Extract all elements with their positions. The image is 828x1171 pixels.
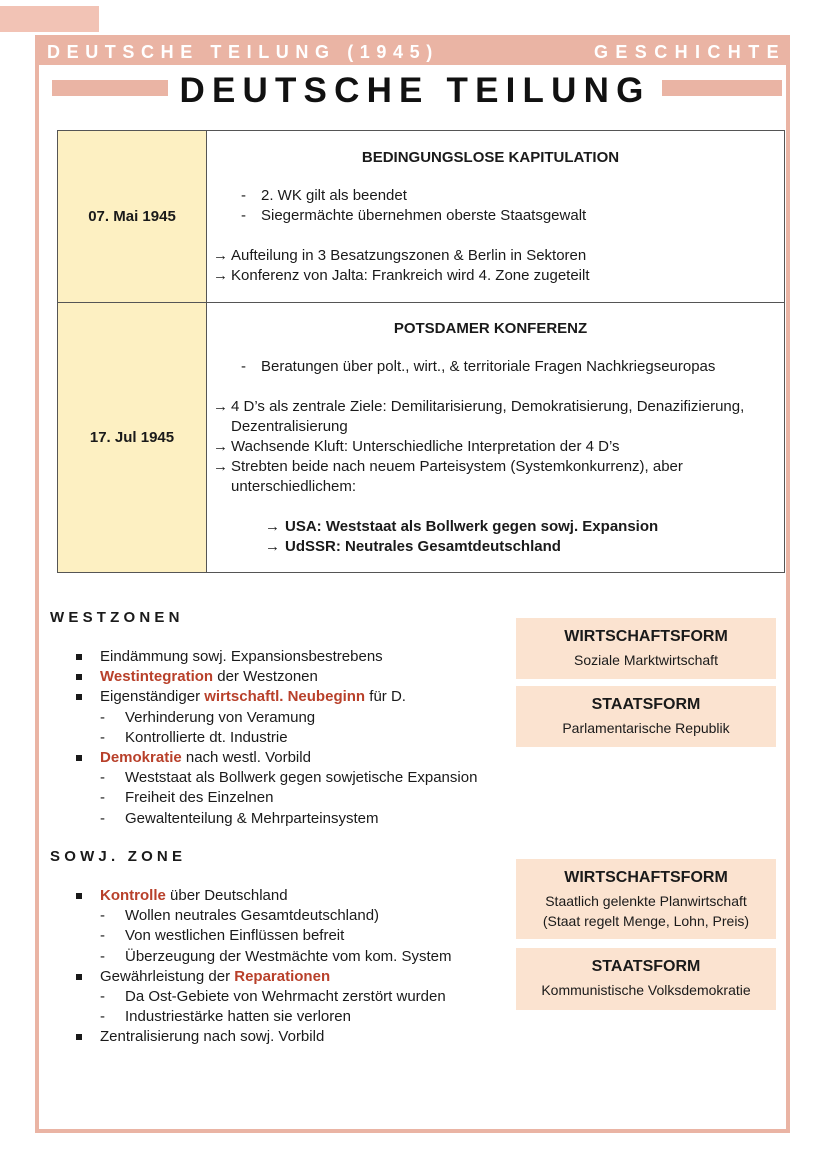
- box-title: WIRTSCHAFTSFORM: [564, 869, 728, 886]
- list-item: - Freiheit des Einzelnen: [74, 788, 477, 808]
- content-cell: [207, 131, 785, 303]
- list-item: - Industriestärke hatten sie verloren: [74, 1007, 452, 1027]
- box-text: Staatlich gelenkte Planwirtschaft: [545, 893, 747, 909]
- list-item: Gewährleistung der Reparationen: [74, 967, 452, 987]
- list-item: → 4 D’s als zentrale Ziele: Demilitarisierung, Demokratisierung, Denazifizierung, Dezentralisierung: [213, 397, 768, 437]
- event-consequences: [213, 246, 768, 286]
- sowj-zone-list: [74, 886, 452, 1048]
- box-text: Soziale Marktwirtschaft: [574, 652, 718, 668]
- section-heading-sowj-zone: SOWJ. ZONE: [50, 848, 187, 865]
- list-item: Westintegration der Westzonen: [74, 667, 477, 687]
- table-row: [58, 303, 785, 573]
- east-state-box: [516, 948, 776, 1010]
- list-item: - Siegermächte übernehmen oberste Staatsgewalt: [213, 206, 768, 226]
- box-text: Kommunistische Volksdemokratie: [541, 982, 751, 998]
- header-topic: DEUTSCHE TEILUNG (1945): [47, 42, 439, 62]
- date-cell: 07. Mai 1945: [58, 131, 207, 303]
- title-decoration-left: [52, 80, 168, 96]
- highlight: Demokratie: [100, 749, 182, 767]
- list-item: - Von westlichen Einflüssen befreit: [74, 926, 452, 946]
- box-title: STAATSFORM: [591, 696, 701, 713]
- list-item: Kontrolle über Deutschland: [74, 886, 452, 906]
- date-cell: 17. Jul 1945: [58, 303, 207, 573]
- section-heading-westzonen: WESTZONEN: [50, 609, 184, 626]
- event-title: POTSDAMER KONFERENZ: [393, 319, 588, 337]
- timeline-table: [57, 130, 785, 573]
- list-item: → Aufteilung in 3 Besatzungszonen & Berlin in Sektoren: [213, 246, 768, 266]
- list-item: Zentralisierung nach sowj. Vorbild: [74, 1027, 452, 1047]
- page-title: DEUTSCHE TEILUNG: [179, 71, 651, 110]
- highlight: Westintegration: [100, 668, 214, 686]
- list-item: - Gewaltenteilung & Mehrparteinsystem: [74, 809, 477, 829]
- event-points: [213, 186, 768, 226]
- list-item: - Überzeugung der Westmächte vom kom. System: [74, 947, 452, 967]
- table-row: [58, 131, 785, 303]
- west-economy-box: [516, 618, 776, 679]
- east-economy-box: [516, 859, 776, 939]
- highlight: wirtschaftl. Neubeginn: [204, 688, 366, 706]
- list-item: → Wachsende Kluft: Unterschiedliche Interpretation der 4 D’s: [213, 437, 768, 457]
- list-item: - Da Ost-Gebiete von Wehrmacht zerstört wurden: [74, 987, 452, 1007]
- corner-tab: [0, 6, 99, 32]
- list-item: Demokratie nach westl. Vorbild: [74, 748, 477, 768]
- highlight: Reparationen: [234, 967, 331, 985]
- list-item: - Kontrollierte dt. Industrie: [74, 728, 477, 748]
- header-subject: GESCHICHTE: [593, 42, 786, 62]
- west-state-box: [516, 686, 776, 747]
- event-title: BEDINGUNGSLOSE KAPITULATION: [361, 148, 620, 166]
- list-item: - Weststaat als Bollwerk gegen sowjetische Expansion: [74, 768, 477, 788]
- list-item: - Verhinderung von Veramung: [74, 708, 477, 728]
- superpower-goals: [213, 517, 768, 557]
- list-item: → UdSSR: Neutrales Gesamtdeutschland: [213, 537, 768, 557]
- highlight: Kontrolle: [100, 887, 166, 904]
- title-decoration-right: [662, 80, 782, 96]
- list-item: → USA: Weststaat als Bollwerk gegen sowj. Expansion: [213, 517, 768, 537]
- box-title: STAATSFORM: [591, 958, 701, 975]
- box-text: (Staat regelt Menge, Lohn, Preis): [542, 913, 750, 929]
- list-item: Eigenständiger wirtschaftl. Neubeginn für D.: [74, 687, 477, 707]
- box-title: WIRTSCHAFTSFORM: [564, 628, 728, 645]
- event-consequences: [213, 397, 768, 497]
- westzonen-list: [74, 647, 477, 829]
- event-points: [213, 357, 768, 377]
- list-item: - Beratungen über polt., wirt., & territoriale Fragen Nachkriegseuropas: [213, 357, 768, 377]
- box-text: Parlamentarische Republik: [562, 720, 730, 736]
- header-bar: [39, 39, 786, 65]
- content-cell: [207, 303, 785, 573]
- list-item: - 2. WK gilt als beendet: [213, 186, 768, 206]
- list-item: - Wollen neutrales Gesamtdeutschland): [74, 906, 452, 926]
- list-item: → Strebten beide nach neuem Parteisystem (Systemkonkurrenz), aber unterschiedlichem:: [213, 457, 768, 497]
- list-item: → Konferenz von Jalta: Frankreich wird 4. Zone zugeteilt: [213, 266, 768, 286]
- list-item: Eindämmung sowj. Expansionsbestrebens: [74, 647, 477, 667]
